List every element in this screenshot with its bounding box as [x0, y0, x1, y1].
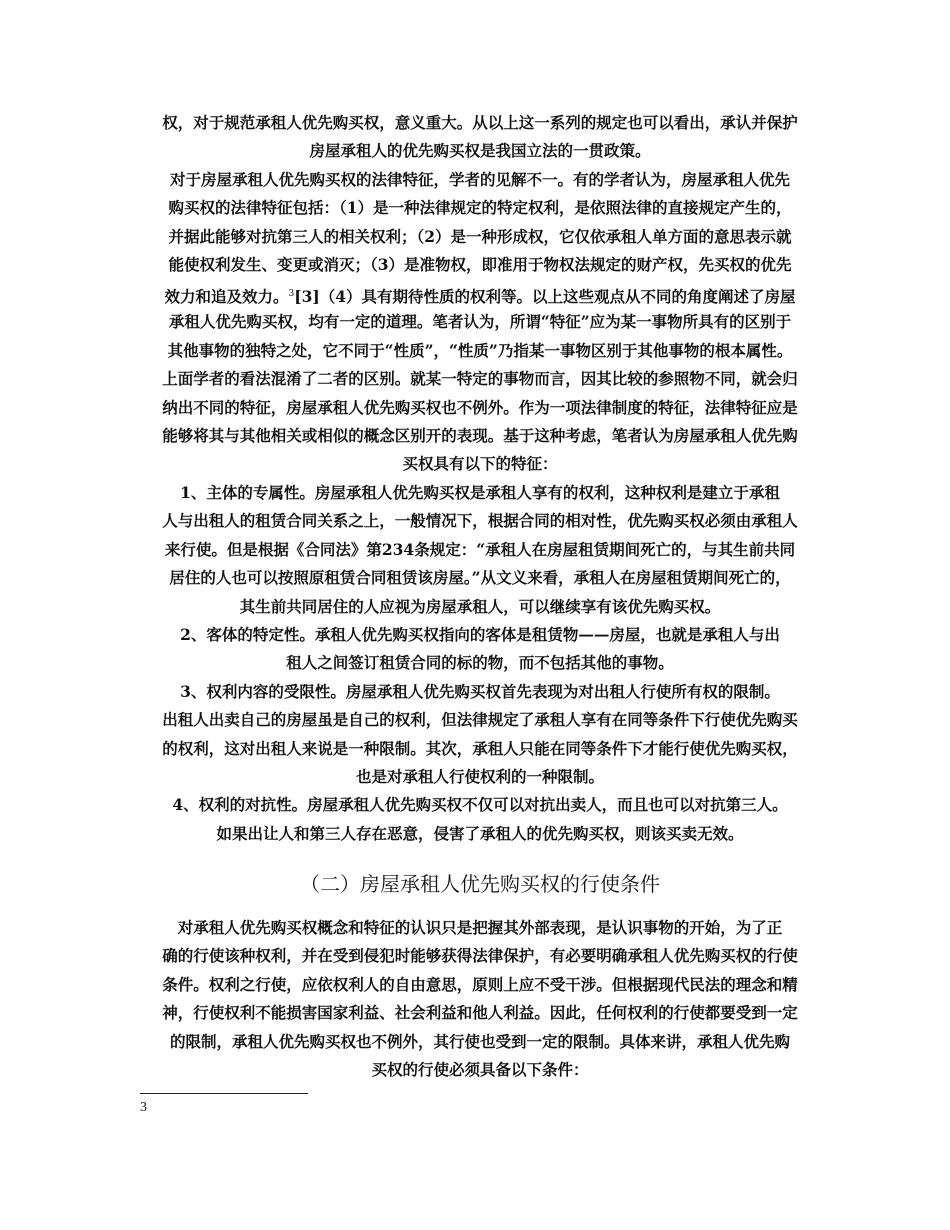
footnote-separator — [140, 1093, 308, 1094]
paragraph-line: 权，对于规范承租人优先购买权，意义重大。从以上这一系列的规定也可以看出，承认并保护 — [162, 113, 798, 132]
paragraph-line-with-citation — [140, 282, 820, 309]
paragraph-line: 购买权的法律特征包括：（1）是一种法律规定的特定权利，是依照法律的直接规定产生的， — [168, 198, 792, 217]
feature-item-line: 也是对承租人行使权利的一种限制。 — [355, 767, 604, 786]
paragraph-line: 确的行使该种权利，并在受到侵犯时能够获得法律保护，有必要明确承租人优先购买权的行使 — [162, 946, 798, 965]
feature-item-line: 来行使。但是根据《合同法》第234条规定：“承租人在房屋租赁期间死亡的，与其生前共同 — [164, 540, 796, 559]
paragraph-line: 并据此能够对抗第三人的相关权利；（2）是一种形成权，它仅依承租人单方面的意思表示就 — [168, 227, 792, 246]
paragraph-line: 神，行使权利不能损害国家利益、社会利益和他人利益。因此，任何权利的行使都要受到一定 — [162, 1003, 798, 1022]
paragraph-line: 承租人优先购买权，均有一定的道理。笔者认为，所谓“特征”应为某一事物所具有的区别于 — [168, 312, 792, 331]
paragraph-line: 能够将其与其他相关或相似的概念区别开的表现。基于这种考虑，笔者认为房屋承租人优先购 — [162, 426, 798, 445]
paragraph-line: 条件。权利之行使，应依权利人的自由意思，原则上应不受干涉。但根据现代民法的理念和精 — [162, 975, 798, 994]
paragraph-line: 买权的行使必须具备以下条件： — [371, 1060, 589, 1079]
paragraph-line: 纳出不同的特征，房屋承租人优先购买权也不例外。作为一项法律制度的特征，法律特征应是 — [162, 398, 798, 417]
feature-item-line: 租人之间签订租赁合同的标的物，而不包括其他的事物。 — [286, 653, 674, 672]
footnote-number: 3 — [140, 1100, 147, 1115]
line-text: 效力和追及效力。 — [164, 287, 289, 307]
paragraph-line: 上面学者的看法混淆了二者的区别。就某一特定的事物而言，因其比较的参照物不同，就会归 — [162, 369, 798, 388]
paragraph-line: 其他事物的独特之处，它不同于“性质”，“性质”乃指某一事物区别于其他事物的根本属性。 — [167, 341, 793, 360]
feature-item-line: 1、主体的专属性。房屋承租人优先购买权是承租人享有的权利，这种权利是建立于承租 — [180, 483, 780, 502]
footnote-marker[interactable]: 3 — [288, 289, 295, 299]
feature-item-line: 人与出租人的租赁合同关系之上，一般情况下，根据合同的相对性，优先购买权必须由承租人 — [162, 511, 798, 530]
line-text: （4）具有期待性质的权利等。以上这些观点从不同的角度阐述了房屋 — [319, 287, 796, 307]
paragraph-line: 对于房屋承租人优先购买权的法律特征，学者的见解不一。有的学者认为，房屋承租人优先 — [169, 170, 790, 189]
paragraph-line: 能使权利发生、变更或消灭；（3）是准物权，即准用于物权法规定的财产权，先买权的优先 — [168, 255, 792, 274]
feature-item-line: 其生前共同居住的人应视为房屋承租人，可以继续享有该优先购买权。 — [239, 597, 721, 616]
feature-item-line: 4、权利的对抗性。房屋承租人优先购买权不仅可以对抗出卖人，而且也可以对抗第三人。 — [172, 795, 788, 814]
citation-reference[interactable]: [3] — [294, 287, 320, 307]
feature-item-line: 3、权利内容的受限性。房屋承租人优先购买权首先表现为对出租人行使所有权的限制。 — [180, 682, 780, 701]
paragraph-line: 的限制，承租人优先购买权也不例外，其行使也受到一定的限制。具体来讲，承租人优先购 — [169, 1032, 790, 1051]
paragraph-line: 对承租人优先购买权概念和特征的认识只是把握其外部表现，是认识事物的开始，为了正 — [177, 918, 783, 937]
feature-item-line: 2、客体的特定性。承租人优先购买权指向的客体是租赁物——房屋，也就是承租人与出 — [180, 625, 780, 644]
section-heading: （二）房屋承租人优先购买权的行使条件 — [300, 872, 660, 896]
feature-item-line: 出租人出卖自己的房屋虽是自己的权利，但法律规定了承租人享有在同等条件下行使优先购买 — [162, 710, 798, 729]
feature-item-line: 的权利，这对出租人来说是一种限制。其次，承租人只能在同等条件下才能行使优先购买权， — [162, 739, 798, 758]
paragraph-line: 买权具有以下的特征： — [402, 454, 558, 473]
paragraph-line: 房屋承租人的优先购买权是我国立法的一贯政策。 — [309, 141, 651, 160]
feature-item-line: 如果出让人和第三人存在恶意，侵害了承租人的优先购买权，则该买卖无效。 — [216, 824, 744, 843]
feature-item-line: 居住的人也可以按照原租赁合同租赁该房屋。”从文义来看，承租人在房屋租赁期间死亡的， — [169, 568, 791, 587]
